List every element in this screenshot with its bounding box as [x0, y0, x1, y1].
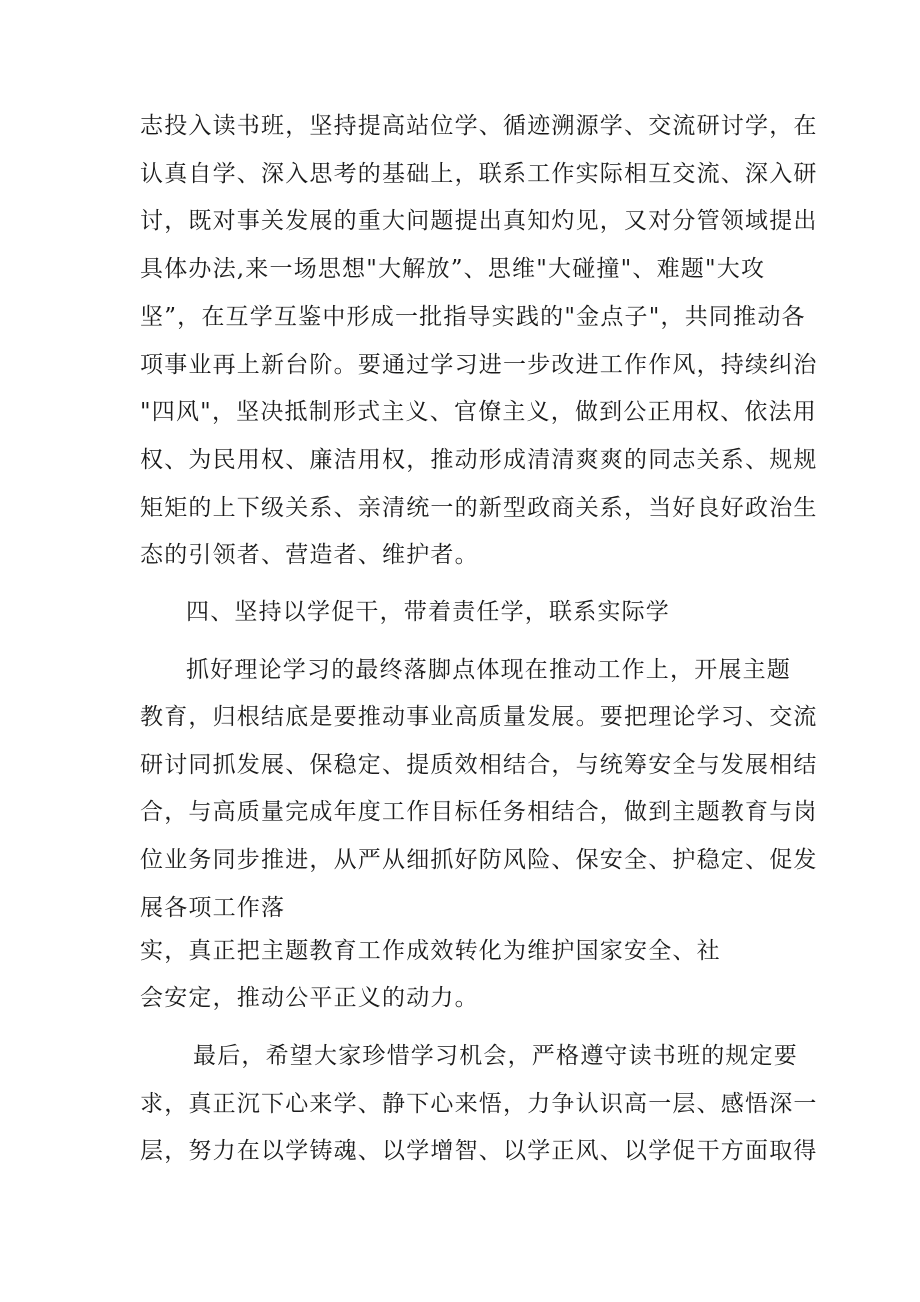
paragraph-line: 教育，归根结底是要推动事业高质量发展。要把理论学习、交流 — [140, 704, 818, 730]
paragraph-line: 认真自学、深入思考的基础上，联系工作实际相互交流、深入研 — [140, 161, 818, 187]
paragraph-line: 合，与高质量完成年度工作目标任务相结合，做到主题教育与岗 — [140, 799, 818, 825]
paragraph-line: 权、为民用权、廉洁用权，推动形成清清爽爽的同志关系、规规 — [140, 447, 818, 473]
paragraph-line: 最后，希望大家珍惜学习机会，严格遵守读书班的规定要 — [193, 1043, 798, 1069]
paragraph-line: 具体办法,来一场思想"大解放”、思维"大碰撞"、难题"大攻 — [140, 256, 766, 282]
paragraph-line: 研讨同抓发展、保稳定、提质效相结合，与统筹安全与发展相结 — [140, 752, 818, 778]
section-heading: 四、坚持以学促干，带着责任学，联系实际学 — [186, 599, 670, 625]
paragraph-line: 抓好理论学习的最终落脚点体现在推动工作上，开展主题 — [186, 657, 791, 683]
paragraph-line: 实，真正把主题教育工作成效转化为维护国家安全、社 — [140, 938, 721, 964]
paragraph-line: "四风"，坚决抵制形式主义、官僚主义，做到公正用权、依法用 — [140, 399, 817, 425]
paragraph-line: 矩矩的上下级关系、亲清统一的新型政商关系，当好良好政治生 — [140, 495, 818, 521]
paragraph-line: 求，真正沉下心来学、静下心来悟，力争认识高一层、感悟深一 — [140, 1091, 818, 1117]
paragraph-line: 展各项工作落 — [140, 895, 286, 921]
paragraph-line: 会安定，推动公平正义的动力。 — [140, 985, 479, 1011]
paragraph-line: 志投入读书班，坚持提高站位学、循迹溯源学、交流研讨学，在 — [140, 113, 818, 139]
paragraph-line: 项事业再上新台阶。要通过学习进一步改进工作作风，持续纠治 — [140, 352, 818, 378]
paragraph-line: 讨，既对事关发展的重大问题提出真知灼见，又对分管领域提出 — [140, 208, 818, 234]
paragraph-line: 层，努力在以学铸魂、以学增智、以学正风、以学促干方面取得 — [140, 1138, 818, 1164]
paragraph-line: 坚”，在互学互鉴中形成一批指导实践的"金点子"，共同推动各 — [140, 304, 806, 330]
paragraph-line: 态的引领者、营造者、维护者。 — [140, 542, 479, 568]
paragraph-line: 位业务同步推进，从严从细抓好防风险、保安全、护稳定、促发 — [140, 847, 818, 873]
